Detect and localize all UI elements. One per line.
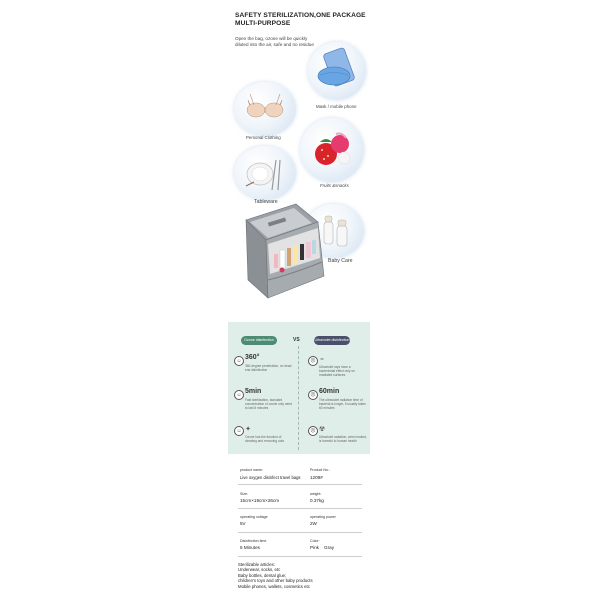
product-no-label: Product No.:	[310, 468, 330, 472]
weight-label: weight:	[310, 492, 322, 496]
caption-mask-phone: Mask / mobile phone	[316, 104, 357, 109]
section-title: SAFETY STERILIZATION,ONE PACKAGE MULTI-PURPOSE	[235, 12, 366, 27]
sterilizable-articles	[238, 562, 368, 589]
ozone-desc: 360-degree penetration, no dead end disinfection	[245, 364, 292, 373]
spec-divider	[238, 484, 362, 485]
fruit-icon	[300, 118, 364, 182]
voltage-label: operating voltage	[240, 515, 268, 519]
smile-icon: ☺	[234, 426, 244, 436]
uv-desc: The ultraviolet radiation time of bacteria is longer, it usually takes 60 minutes	[319, 398, 366, 411]
uv-column	[308, 346, 366, 450]
sterilizable-item: Mobile phones, wallets, cosmetics etc	[238, 583, 310, 589]
ozone-row	[234, 424, 292, 450]
ozone-desc: Ozone has the function of cleaning and removing odor	[245, 435, 285, 444]
comparison-divider	[298, 346, 299, 450]
uv-rays-icon: ≈	[320, 357, 324, 363]
smile-icon: ☺	[234, 356, 244, 366]
ozone-row	[234, 354, 292, 384]
ozone-column	[234, 346, 292, 450]
intro-text: Open the bag, ozone will be quickly diluted into the air, safe and no residue	[235, 36, 314, 47]
product-name-value: Live oxygen disinfect travel bags	[240, 475, 301, 480]
uv-desc: Ultraviolet rays have a bactericidal effect only on irradiated surfaces	[319, 365, 355, 378]
sterilizable-item: children's toys and other baby products	[238, 578, 313, 584]
uv-row	[308, 354, 366, 384]
caption-clothing: Personal Clothing	[246, 135, 281, 140]
product-name-label: product name:	[240, 468, 263, 472]
frown-icon: ☹	[308, 390, 318, 400]
ozone-row	[234, 388, 292, 418]
sterilizable-item: Underwear, socks, etc	[238, 567, 281, 573]
spec-table	[228, 458, 370, 600]
smile-icon: ☺	[234, 390, 244, 400]
product-detail-strip	[228, 0, 370, 600]
weight-value: 0.37kg	[310, 498, 324, 503]
spec-divider	[238, 508, 362, 509]
time-label: Disinfection time	[240, 539, 267, 543]
ozone-label-pill: Ozone disinfection	[241, 336, 277, 345]
uv-value: 60min	[319, 388, 340, 395]
tableware-icon	[234, 146, 296, 200]
fruits-bubble	[300, 118, 364, 182]
travel-bag-image	[236, 200, 334, 304]
clothing-icon	[234, 82, 296, 136]
size-value: 15cm×19cm×26cm	[240, 498, 280, 503]
power-value: 2W	[310, 521, 317, 526]
caption-tableware: Tableware	[254, 199, 278, 205]
frown-icon: ☹	[308, 356, 318, 366]
ozone-value: 360°	[245, 354, 260, 361]
caption-fruits: Fruits &snacks	[320, 183, 349, 188]
time-value: 5 Minutes	[240, 545, 260, 550]
uv-label-pill: Ultraviolet disinfection	[314, 336, 350, 345]
comparison-panel	[228, 322, 370, 454]
uv-row	[308, 424, 366, 450]
sterilization-showcase	[228, 0, 370, 318]
radiation-icon: ☢	[318, 426, 326, 433]
sparkle-icon: ✦	[245, 426, 251, 433]
spec-divider	[238, 532, 362, 533]
caption-baby: Baby Care	[328, 258, 353, 264]
spec-divider	[238, 556, 362, 557]
sterilizable-label: Sterilizable articles:	[238, 562, 276, 567]
mask-phone-bubble	[308, 42, 366, 100]
color-value: Pink Gray	[310, 545, 334, 550]
ozone-desc: Fast sterilization, standard concentration of ozone only need to last 5 minutes	[245, 398, 292, 411]
product-no-value: 1209#	[310, 475, 323, 480]
phone-mask-icon	[308, 42, 366, 100]
sterilizable-item: Baby bottles, dental glue;	[238, 572, 287, 578]
uv-desc: Ultraviolet radiation, when leaked, is harmful to human health	[319, 435, 367, 444]
power-label: operating power	[310, 515, 336, 519]
ozone-value: 5min	[245, 388, 262, 395]
color-label: Color:	[310, 539, 320, 543]
frown-icon: ☹	[308, 426, 318, 436]
uv-row	[308, 388, 366, 418]
vs-label: VS	[293, 337, 300, 343]
size-label: Size:	[240, 492, 248, 496]
voltage-value: 5V	[240, 521, 246, 526]
clothing-bubble	[234, 82, 296, 136]
tableware-bubble	[234, 146, 296, 200]
